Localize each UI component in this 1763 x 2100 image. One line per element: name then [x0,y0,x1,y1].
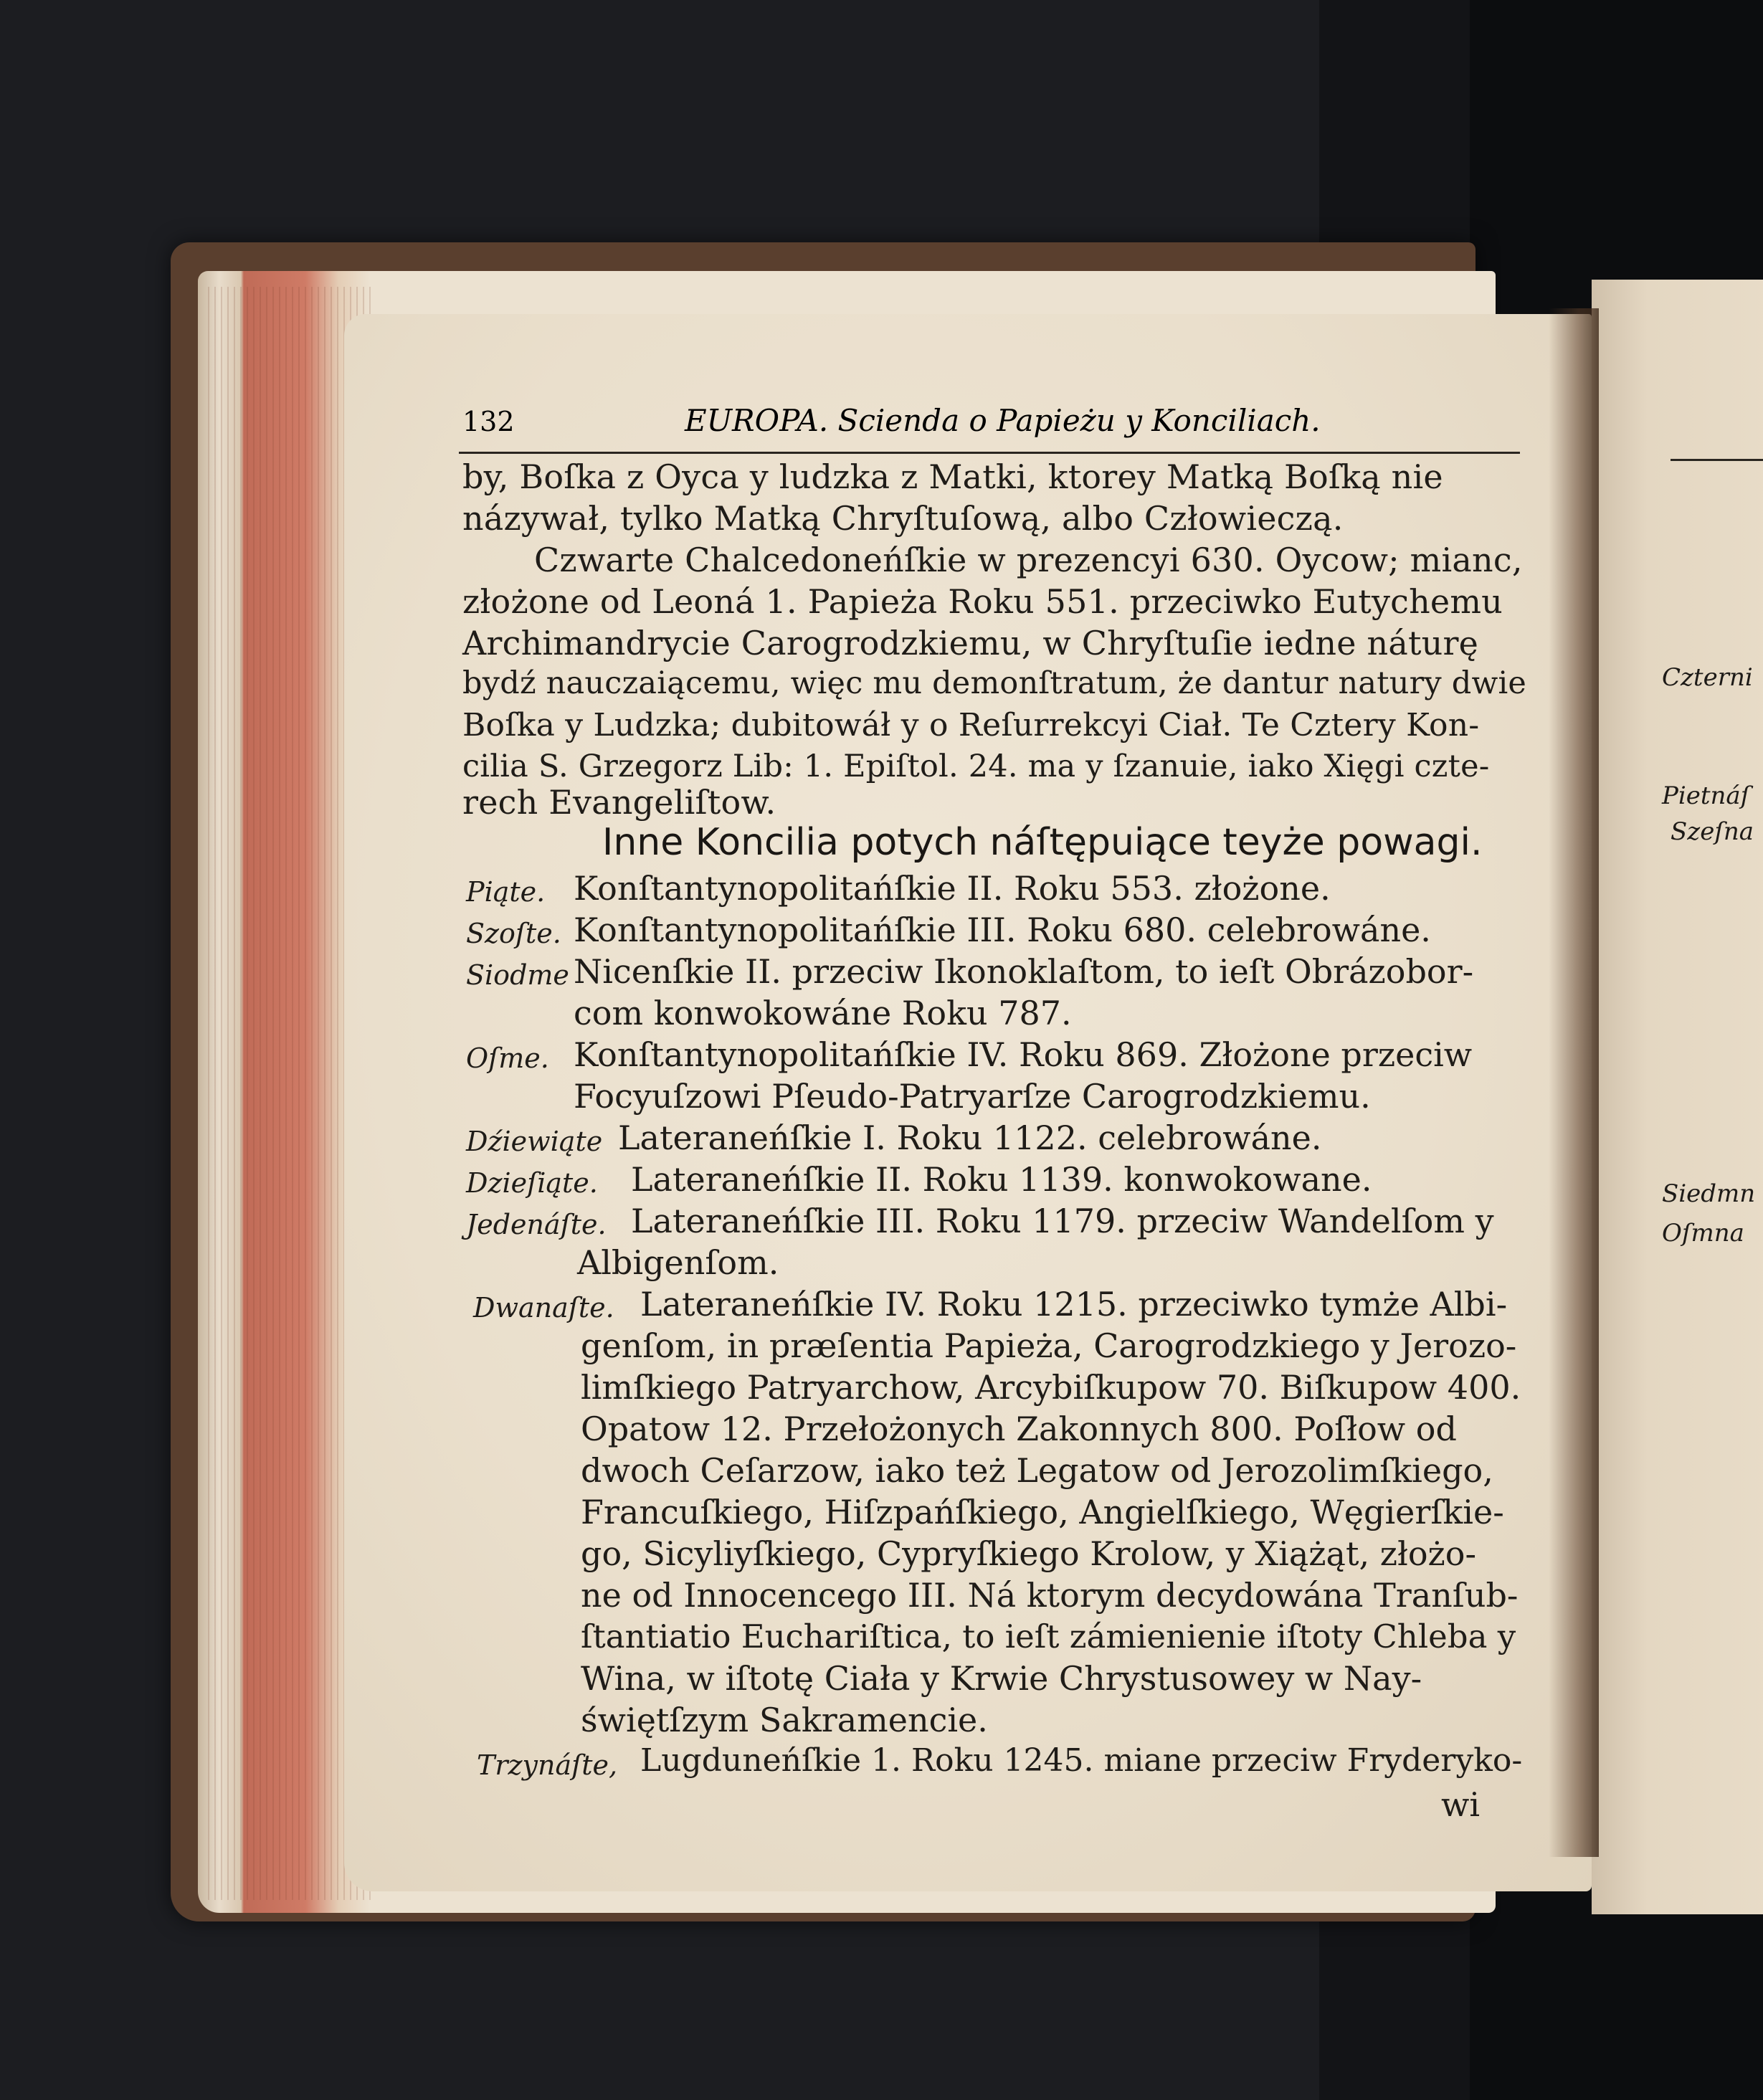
entry-text: go, Sicyliyſkiego, Cypryſkiego Krolow, y Xiążąt, złożo- [581,1534,1477,1573]
body-line: by, Boſka z Oyca y ludzka z Matki, ktorey Matką Boſką nie [462,457,1443,496]
header-rule [459,452,1520,454]
body-line: Boſka y Ludzka; dubitowáł y o Reſurrekcyi Ciał. Te Cztery Kon- [462,707,1480,743]
entry-text: Lateraneńſkie II. Roku 1139. konwokowane. [631,1160,1372,1199]
section-heading: Inne Koncilia potych náſtępuiące teyże powagi. [602,821,1483,864]
entry-text: świętſzym Sakramencie. [581,1701,988,1739]
entry-label: Trzynáſte, [477,1749,618,1781]
body-line: cilia S. Grzegorz Lib: 1. Epiſtol. 24. ma y ſzanuie, iako Xięgi czte- [462,749,1490,784]
catchword: wi [1441,1785,1481,1824]
entry-text: Focyuſzowi Pſeudo-Patryarſze Carogrodzkiemu. [574,1077,1371,1116]
entry-text: Nicenſkie II. przeciw Ikonoklaſtom, to ieſt Obrázobor- [574,952,1474,991]
right-page [1592,280,1763,1914]
entry-label: Jedenáſte. [466,1209,607,1240]
entry-text: Francuſkiego, Hiſzpańſkiego, Angielſkiego, Węgierſkie- [581,1493,1504,1531]
entry-label: Dźiewiąte [466,1126,603,1157]
entry-label: Dwanaſte. [473,1292,614,1324]
entry-text: com konwokowáne Roku 787. [574,994,1072,1032]
entry-text: ſtantiatio Euchariſtica, to ieſt zámienienie iſtoty Chleba y [581,1617,1516,1655]
entry-text: Lugduneńſkie 1. Roku 1245. miane przeciw Fryderyko- [640,1742,1523,1779]
running-head: EUROPA. Scienda o Papieżu y Konciliach. [685,403,1321,438]
right-fragment: Siedmn [1662,1179,1756,1208]
entry-text: dwoch Ceſarzow, iako też Legatow od Jerozolimſkiego, [581,1451,1493,1490]
entry-text: Wina, w iſtotę Ciała y Krwie Chrystusowey w Nay- [581,1659,1422,1698]
entry-label: Dzieſiąte. [466,1167,598,1199]
body-line: názywał, tylko Matką Chryſtuſową, albo Człowieczą. [462,499,1344,538]
entry-text: limſkiego Patryarchow, Arcybiſkupow 70. Biſkupow 400. [581,1368,1521,1407]
body-line: rech Evangeliſtow. [462,783,776,822]
entry-text: Konſtantynopolitańſkie III. Roku 680. celebrowáne. [574,911,1431,949]
entry-text: genſom, in præſentia Papieża, Carogrodzkiego y Jerozo- [581,1326,1517,1365]
entry-label: Siodme [466,959,569,991]
page-number: 132 [462,406,515,437]
right-fragment: Pietnáſ [1662,781,1750,810]
body-line: bydź nauczaiącemu, więc mu demonſtratum, że dantur natury dwie [462,665,1527,701]
entry-text: ne od Innocencego III. Ná ktorym decydowána Tranſub- [581,1576,1519,1615]
entry-text: Lateraneńſkie III. Roku 1179. przeciw Wandelſom y [631,1202,1494,1240]
entry-label: Oſme. [466,1042,549,1074]
entry-text: Albigenſom. [577,1243,779,1282]
gutter-shadow [1549,308,1599,1857]
entry-text: Konſtantynopolitańſkie II. Roku 553. złożone. [574,869,1331,908]
entry-label: Szoſte. [466,918,561,949]
entry-label: Piąte. [466,876,546,908]
entry-text: Lateraneńſkie I. Roku 1122. celebrowáne. [618,1118,1322,1157]
right-fragment: Szeſna [1671,817,1754,846]
body-line: Czwarte Chalcedoneńſkie w prezencyi 630. Oycow; mianc, [534,541,1523,579]
right-fragment: Czterni [1662,663,1753,692]
body-line: Archimandrycie Carogrodzkiemu, w Chryſtuſie iedne náturę [462,624,1479,662]
right-page-rule [1671,459,1763,461]
entry-text: Opatow 12. Przełożonych Zakonnych 800. Poſłow od [581,1410,1457,1448]
right-fragment: Oſmna [1662,1219,1744,1248]
body-line: złożone od Leoná 1. Papieża Roku 551. przeciwko Eutychemu [462,582,1503,621]
entry-text: Lateraneńſkie IV. Roku 1215. przeciwko tymże Albi- [640,1285,1508,1324]
entry-text: Konſtantynopolitańſkie IV. Roku 869. Złożone przeciw [574,1035,1473,1074]
